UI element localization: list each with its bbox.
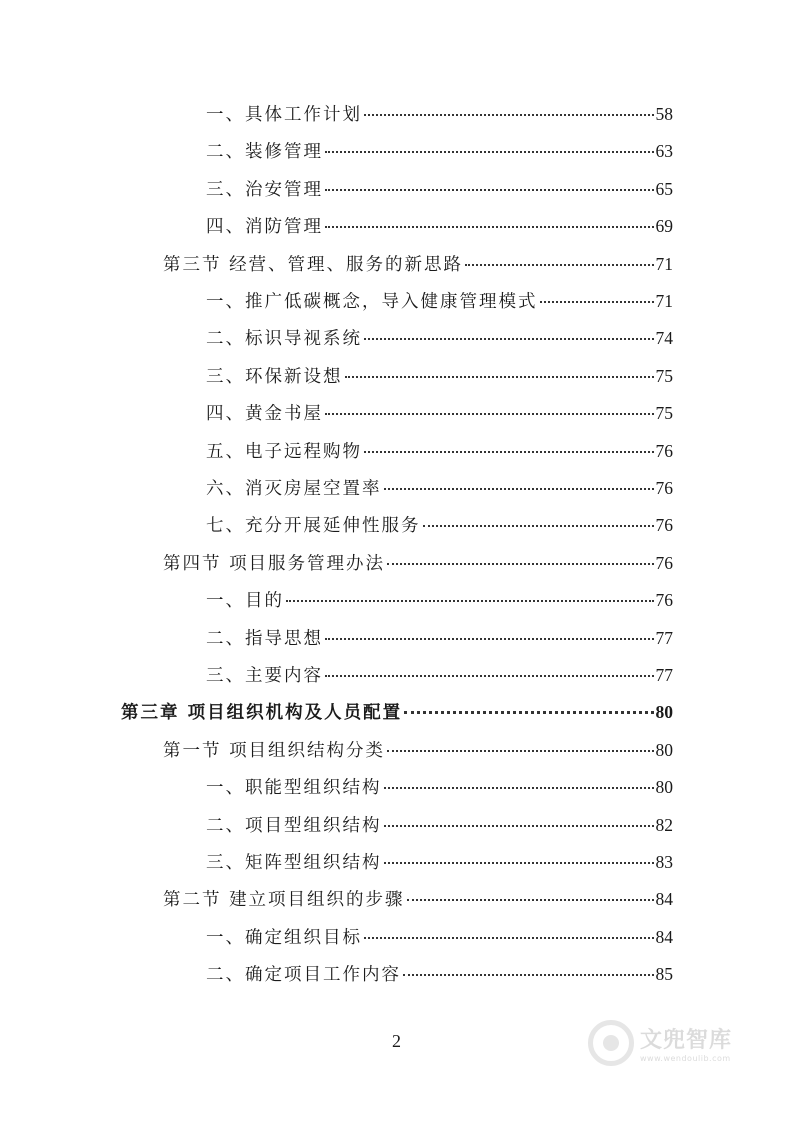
toc-leader-dots <box>423 525 654 527</box>
toc-entry-title: 六、消灭房屋空置率 <box>206 479 382 499</box>
toc-leader-dots <box>364 937 654 939</box>
toc-entry-page: 71 <box>655 253 673 274</box>
toc-entry-page: 77 <box>655 665 673 685</box>
toc-entry[interactable] <box>121 699 673 729</box>
toc-entry-page: 75 <box>655 403 673 424</box>
watermark <box>588 1020 732 1066</box>
toc-entry-page: 58 <box>655 104 673 124</box>
toc-entry-page: 76 <box>655 515 673 536</box>
toc-entry-title: 一、目的 <box>206 591 284 612</box>
toc-leader-dots <box>384 787 654 789</box>
toc-entry-title: 二、确定项目工作内容 <box>206 965 401 986</box>
toc-leader-dots <box>384 862 654 864</box>
toc-entry-page: 80 <box>655 702 673 723</box>
toc-entry-title: 一、确定组织目标 <box>206 927 362 948</box>
page-number: 2 <box>392 1031 401 1051</box>
toc-entry[interactable] <box>206 924 673 954</box>
toc-entry[interactable] <box>206 438 673 468</box>
toc-entry-page: 76 <box>655 478 673 498</box>
toc-entry[interactable] <box>163 550 673 580</box>
toc-entry-title: 三、主要内容 <box>206 666 323 686</box>
toc-entry-title: 二、标识导视系统 <box>206 329 362 350</box>
toc-entry-title: 一、推广低碳概念，导入健康管理模式 <box>206 292 538 312</box>
toc-entry-title: 第二节 建立项目组织的步骤 <box>163 890 405 911</box>
toc-entry[interactable] <box>206 512 673 542</box>
toc-entry[interactable] <box>206 849 673 879</box>
toc-entry-page: 80 <box>655 777 673 798</box>
toc-entry-title: 四、消防管理 <box>206 217 323 238</box>
toc-entry-title: 三、矩阵型组织结构 <box>206 853 382 873</box>
toc-entry-title: 四、黄金书屋 <box>206 404 323 425</box>
toc-entry-title: 第三章 项目组织机构及人员配置 <box>121 703 403 724</box>
toc-entry[interactable] <box>206 662 673 692</box>
toc-entry-page: 76 <box>655 590 673 611</box>
toc-leader-dots <box>407 899 654 901</box>
toc-entry-title: 二、装修管理 <box>206 142 323 163</box>
toc-entry-page: 71 <box>655 291 673 311</box>
toc-entry[interactable] <box>206 101 673 131</box>
toc-entry-page: 74 <box>655 328 673 349</box>
toc-leader-dots <box>325 189 654 191</box>
toc-entry[interactable] <box>206 213 673 243</box>
toc-leader-dots <box>325 151 654 153</box>
toc-entry-title: 二、指导思想 <box>206 628 323 649</box>
toc-entry-title: 二、项目型组织结构 <box>206 815 382 836</box>
toc-entry-page: 85 <box>655 964 673 985</box>
toc-entry-title: 三、治安管理 <box>206 179 323 200</box>
toc-entry[interactable] <box>206 812 673 842</box>
toc-entry[interactable] <box>163 886 673 916</box>
toc-entry-page: 80 <box>655 739 673 760</box>
toc-leader-dots <box>325 638 654 640</box>
toc-entry-title: 第四节 项目服务管理办法 <box>163 553 386 574</box>
toc-entry-page: 75 <box>655 365 673 386</box>
toc-entry-page: 69 <box>655 216 673 237</box>
toc-entry-page: 63 <box>655 141 673 162</box>
toc-entry[interactable] <box>206 288 673 318</box>
toc-entry-title: 第一节 项目组织结构分类 <box>163 740 386 761</box>
toc-leader-dots <box>384 488 654 490</box>
toc-leader-dots <box>325 226 654 228</box>
toc-leader-dots <box>465 264 653 266</box>
toc-leader-dots <box>286 600 654 602</box>
toc-leader-dots <box>364 114 654 116</box>
toc-entry[interactable] <box>206 587 673 617</box>
toc-entry[interactable] <box>206 325 673 355</box>
toc-entry[interactable] <box>206 138 673 168</box>
toc-entry-page: 76 <box>655 552 673 573</box>
toc-entry-page: 77 <box>655 627 673 648</box>
toc-leader-dots <box>364 338 654 340</box>
toc-leader-dots <box>364 451 654 453</box>
toc-entry[interactable] <box>163 737 673 767</box>
toc-leader-dots <box>403 974 654 976</box>
watermark-url: www.wendoulib.com <box>640 1054 731 1063</box>
toc-entry[interactable] <box>206 475 673 505</box>
toc-entry-page: 84 <box>655 889 673 910</box>
toc-entry-page: 83 <box>655 852 673 872</box>
toc-entry[interactable] <box>206 625 673 655</box>
toc-entry-page: 84 <box>655 926 673 947</box>
toc-leader-dots <box>325 413 654 415</box>
toc-entry-title: 第三节 经营、管理、服务的新思路 <box>163 254 464 275</box>
toc-entry-page: 76 <box>655 440 673 461</box>
toc-entry-title: 七、充分开展延伸性服务 <box>206 516 421 537</box>
toc-entry-title: 一、具体工作计划 <box>206 105 362 125</box>
toc-leader-dots <box>404 711 653 714</box>
toc-entry[interactable] <box>206 363 673 393</box>
toc-leader-dots <box>384 825 654 827</box>
watermark-logo-icon <box>588 1020 634 1066</box>
toc-entry[interactable] <box>206 176 673 206</box>
toc-entry-page: 82 <box>655 814 673 835</box>
toc-entry[interactable] <box>206 400 673 430</box>
toc-leader-dots <box>387 750 653 752</box>
toc-entry[interactable] <box>206 961 673 991</box>
toc-entry-title: 五、电子远程购物 <box>206 441 362 462</box>
toc-leader-dots <box>540 301 654 303</box>
toc-leader-dots <box>325 675 654 677</box>
toc-leader-dots <box>345 376 654 378</box>
toc-entry-title: 一、职能型组织结构 <box>206 778 382 799</box>
toc-entry[interactable] <box>163 251 673 281</box>
watermark-text: 文兜智库 <box>640 1028 733 1053</box>
toc-entry[interactable] <box>206 774 673 804</box>
toc-entry-title: 三、环保新设想 <box>206 366 343 387</box>
toc-entry-page: 65 <box>655 178 673 199</box>
toc-leader-dots <box>387 563 653 565</box>
